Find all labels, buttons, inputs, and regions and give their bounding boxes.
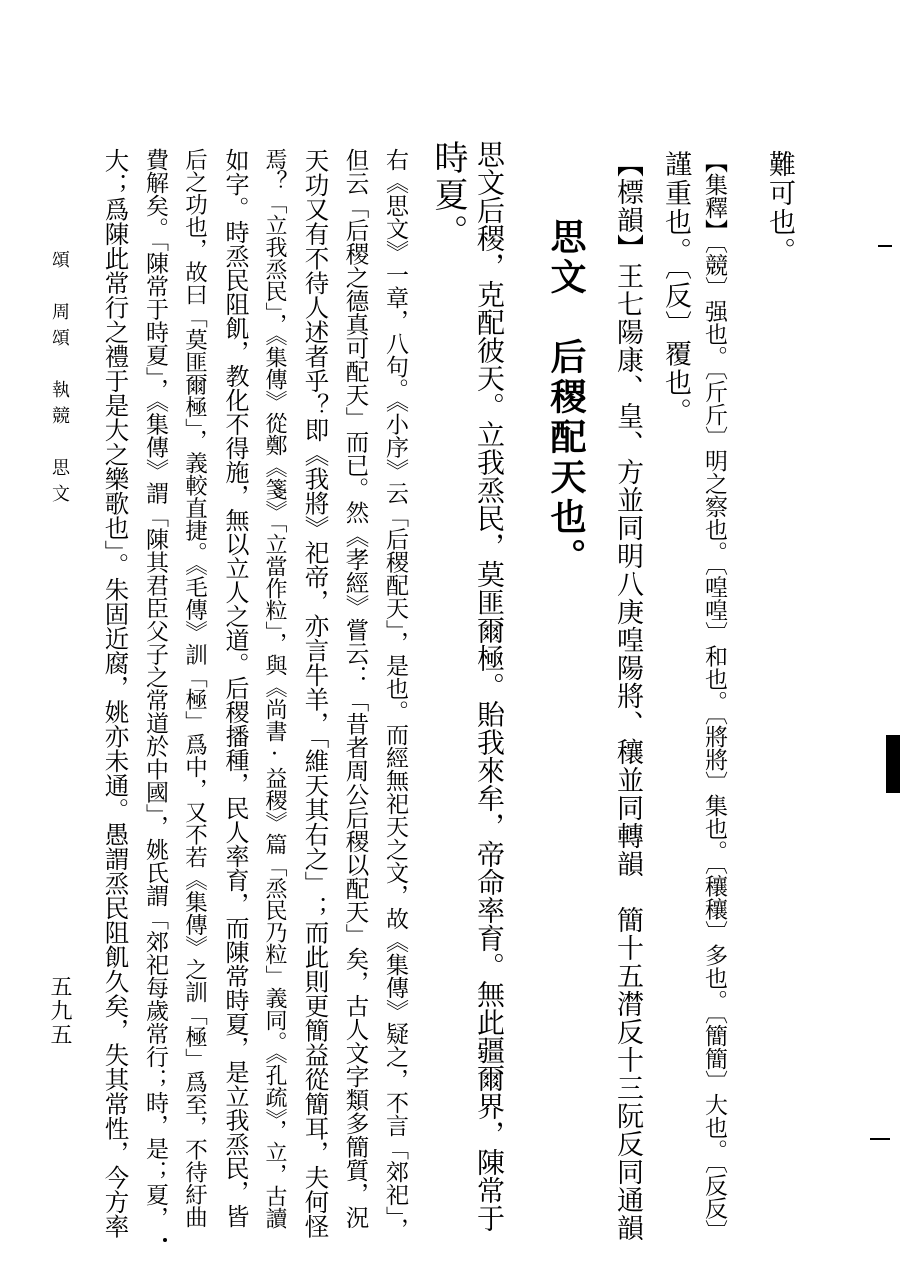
commentary-column-5: 如字。時烝民阻飢，教化不得施，無以立人之道。后稷播種，民人率育，而陳常時夏，是立我烝民，皆 — [221, 148, 249, 1228]
text-column-1: 難可也。 — [764, 150, 795, 266]
annotation-biaoyun-column: 【標韻】王七陽康、皇、方並同明八庚喤陽將、穰並同轉韻 簡十五潸反十三阮反同通韻 — [612, 150, 643, 1242]
commentary-column-6: 后之功也，故曰「莫匪爾極」，義較直捷。《毛傳》訓「極」爲中，又不若《集傳》之訓「極」爲至，不待紆曲 — [181, 148, 208, 1228]
running-header: 頌 周頌 執競 思文 — [49, 250, 70, 510]
commentary-column-8: 大；爲陳此常行之禮于是大之樂歌也」。朱固近腐，姚亦未通。愚謂烝民阻飢久矣，失其常性，今方率 — [101, 148, 131, 1239]
commentary-column-7: 費解矣。「陳常于時夏」，《集傳》謂「陳其君臣父子之常道於中國」，姚氏謂「郊祀每歲常行；時，是；夏， — [142, 148, 168, 1229]
page-edge-mark — [886, 735, 900, 793]
edge-tick-bottom — [870, 1138, 890, 1140]
edge-tick-top — [878, 245, 892, 247]
commentary-column-3: 天功又有不待人述者乎？即《我將》祀帝，亦言牛羊，「維天其右之」；而此則更簡益從簡耳，夫何怪 — [301, 148, 331, 1239]
annotation-jishi-continued: 謹重也。〔反〕覆也。 — [660, 150, 691, 427]
page-number: 五九五 — [47, 975, 72, 1047]
annotation-jishi-column: 【集釋】〔競〕强也。〔斤斤〕明之察也。〔喤喤〕和也。〔將將〕集也。〔穰穰〕多也。〔簡簡〕大也。〔反反〕 — [701, 150, 727, 1243]
commentary-column-4: 焉？「立我烝民」，《集傳》從鄭《箋》「立當作粒」，與《尚書·益稷》篇「烝民乃粒」義同。《孔疏》，立，古讀 — [262, 148, 287, 1229]
poem-text-column-1: 思文后稷，克配彼天。立我烝民，莫匪爾極。貽我來牟，帝命率育。無此疆爾界，陳常于 — [473, 140, 506, 1232]
poem-title: 思文 后稷配天也。 — [545, 218, 587, 578]
poem-text-column-2: 時夏。 — [428, 140, 468, 251]
stray-dot — [163, 1238, 167, 1242]
commentary-column-2: 但云「后稷之德真可配天」而已。然《孝經》嘗云：「昔者周公后稷以配天」矣，古人文字類多簡質，況 — [341, 148, 370, 1229]
commentary-column-1: 右《思文》一章，八句。《小序》云「后稷配天」，是也。而經無祀天之文，故《集傳》疑之，不言「郊祀」， — [382, 148, 408, 1241]
